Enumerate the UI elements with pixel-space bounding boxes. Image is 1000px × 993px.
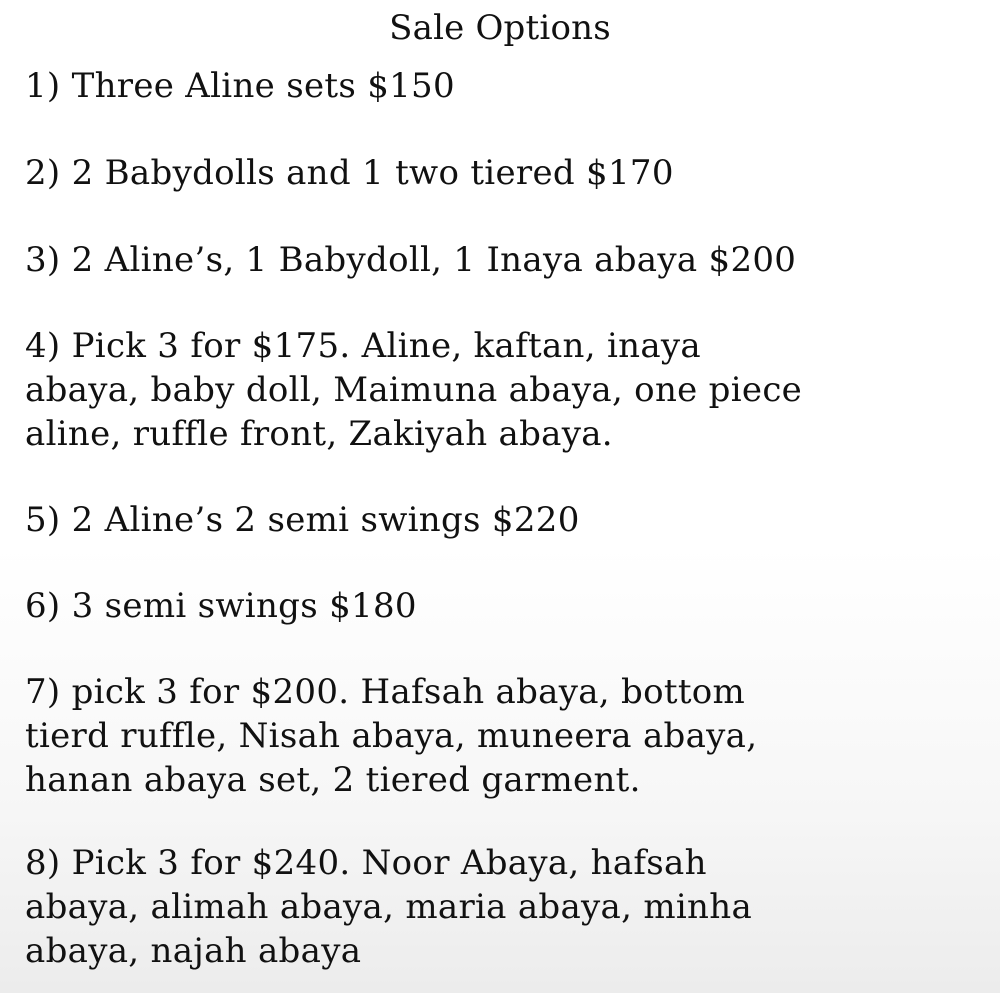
- sale-option-4: [25, 324, 975, 456]
- option-line: abaya, alimah abaya, maria abaya, minha: [25, 887, 753, 927]
- option-line: 2) 2 Babydolls and 1 two tiered $170: [25, 153, 674, 193]
- option-line: abaya, najah abaya: [25, 931, 362, 971]
- option-line: 5) 2 Aline’s 2 semi swings $220: [25, 500, 580, 540]
- option-line: 7) pick 3 for $200. Hafsah abaya, bottom: [25, 672, 746, 712]
- option-line: 4) Pick 3 for $175. Aline, kaftan, inaya: [25, 326, 701, 366]
- option-line: 3) 2 Aline’s, 1 Babydoll, 1 Inaya abaya $200: [25, 240, 797, 280]
- sale-option-5: [25, 498, 975, 542]
- option-line: 6) 3 semi swings $180: [25, 586, 417, 626]
- sale-option-7: [25, 670, 975, 802]
- option-line: hanan abaya set, 2 tiered garment.: [25, 760, 641, 800]
- sale-option-3: [25, 238, 975, 282]
- option-line: 8) Pick 3 for $240. Noor Abaya, hafsah: [25, 843, 707, 883]
- sale-option-8: [25, 841, 975, 973]
- sale-option-1: [25, 64, 975, 108]
- option-line: aline, ruffle front, Zakiyah abaya.: [25, 414, 613, 454]
- page-title: Sale Options: [389, 8, 611, 48]
- sale-option-6: [25, 584, 975, 628]
- option-line: abaya, baby doll, Maimuna abaya, one piece: [25, 370, 803, 410]
- option-line: 1) Three Aline sets $150: [25, 66, 455, 106]
- sale-option-2: [25, 151, 975, 195]
- option-line: tierd ruffle, Nisah abaya, muneera abaya,: [25, 716, 758, 756]
